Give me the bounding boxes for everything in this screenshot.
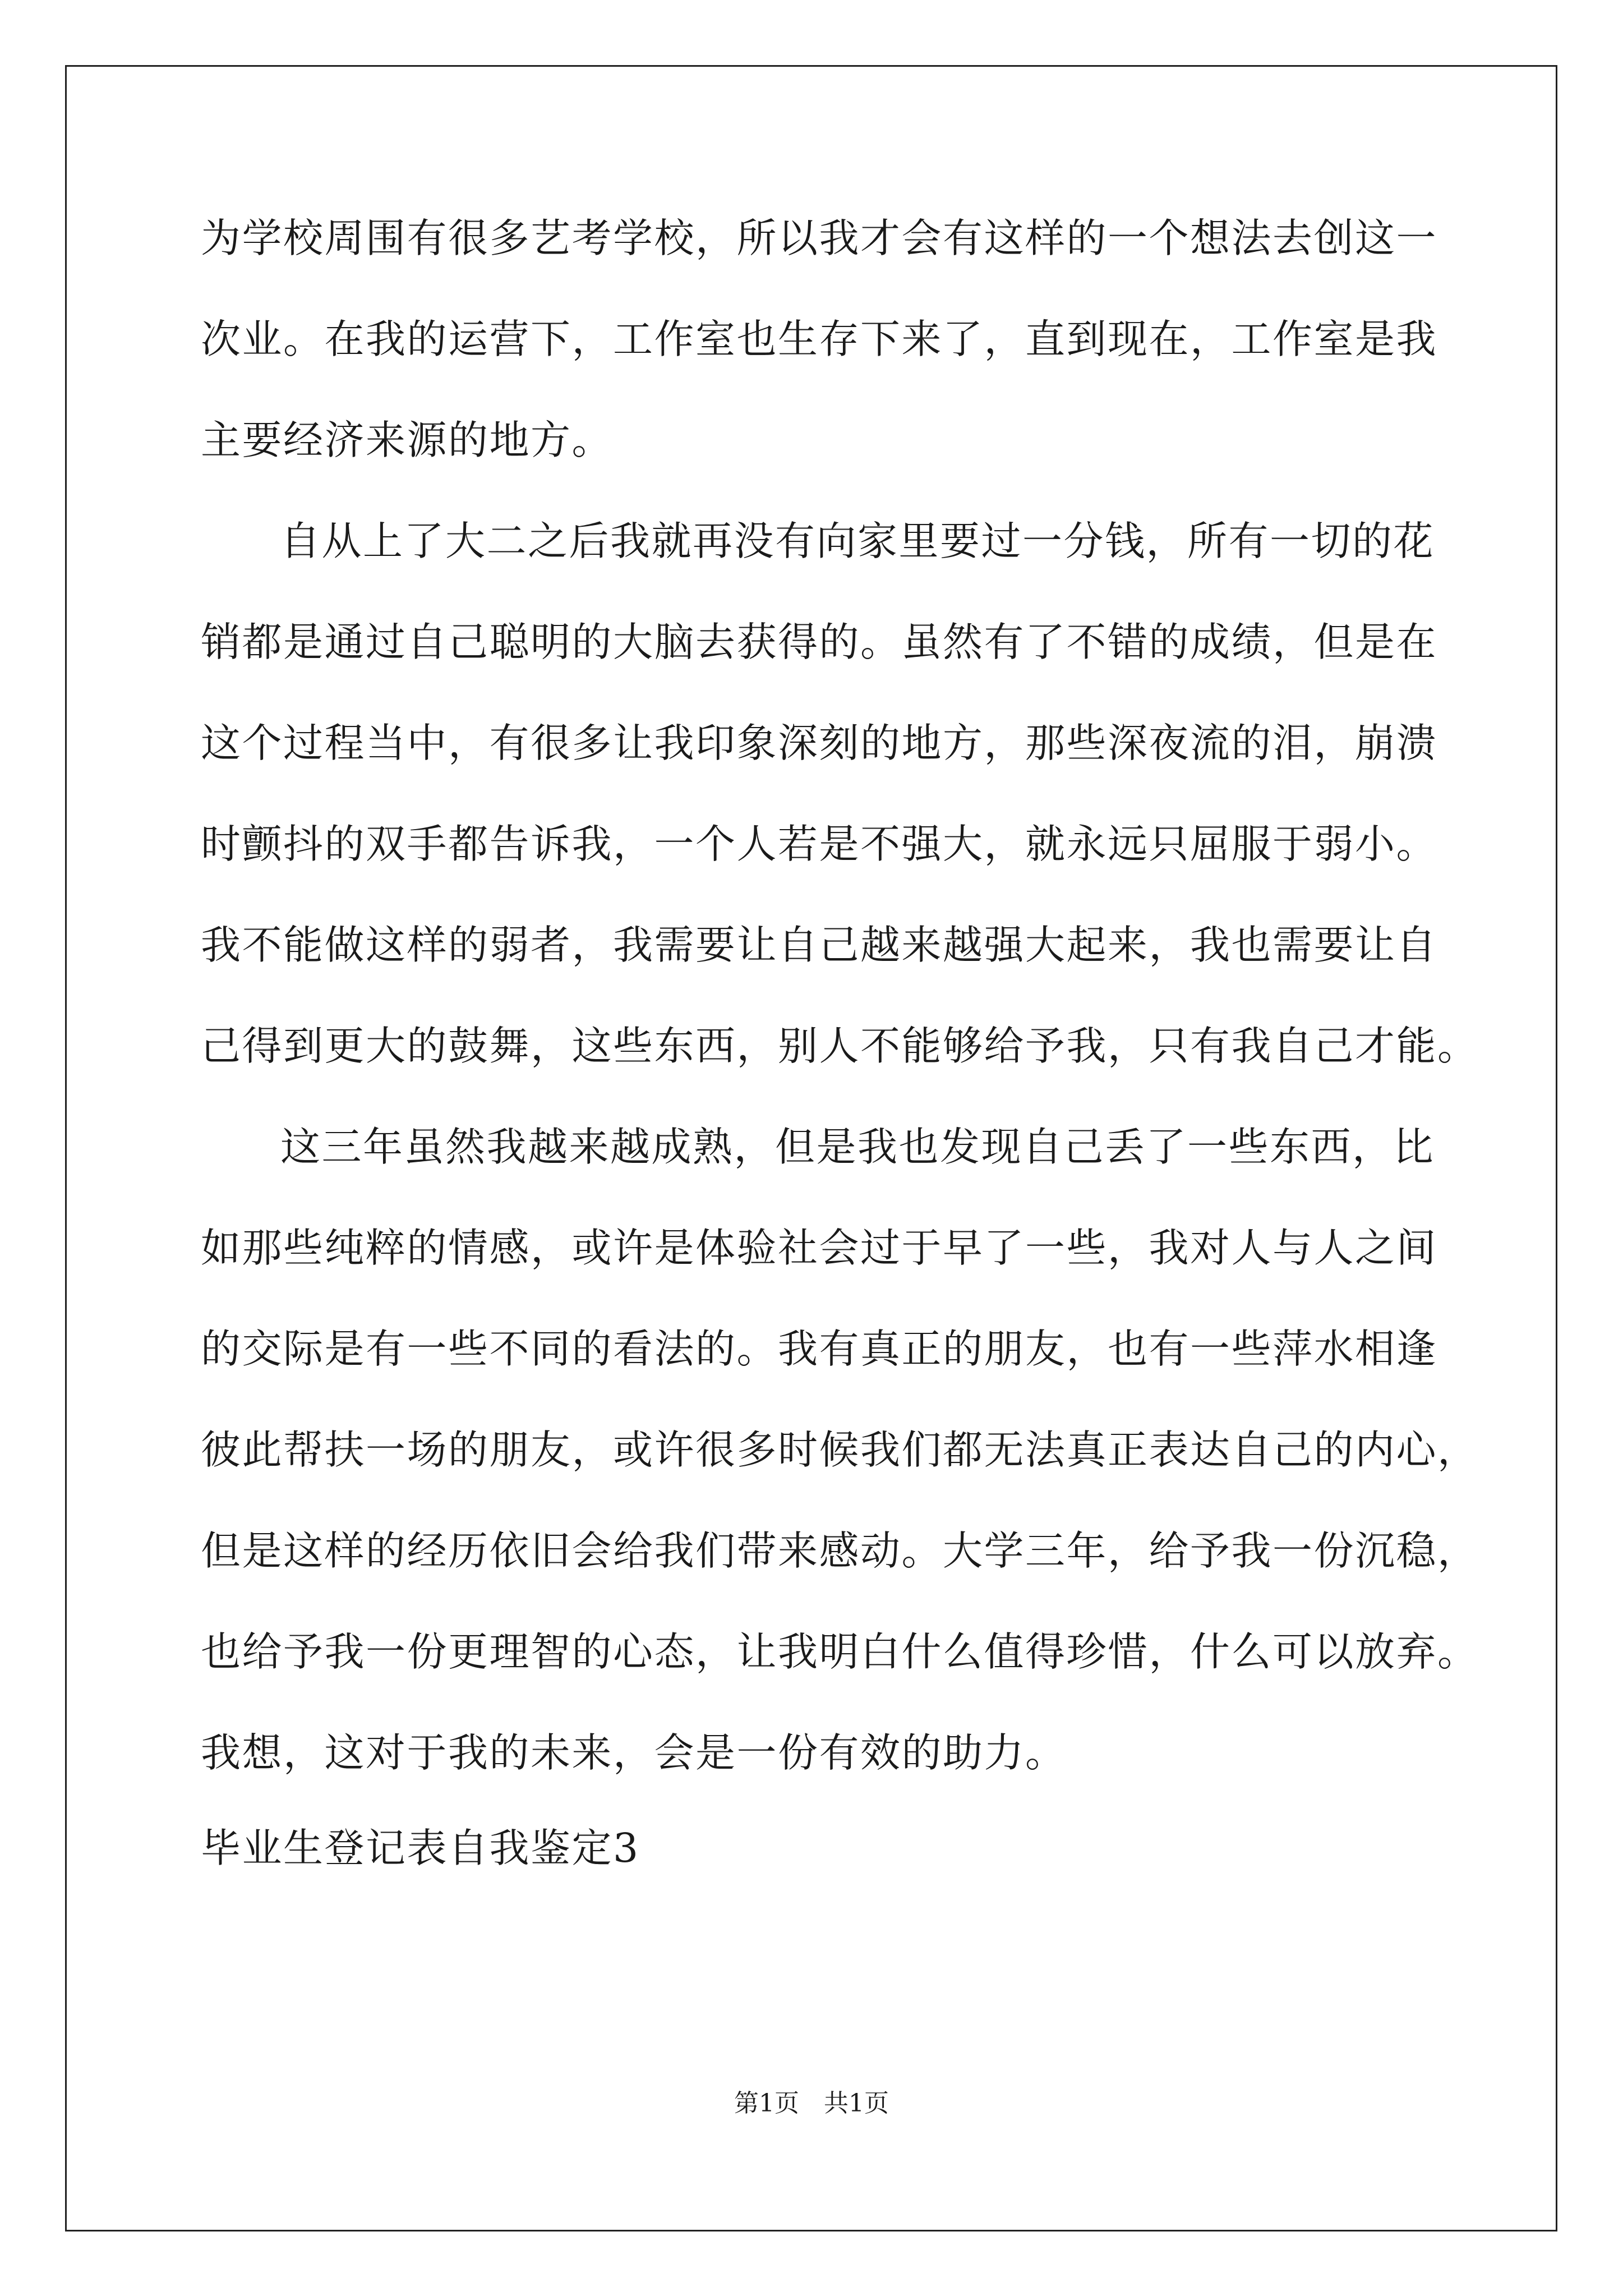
page-footer xyxy=(0,2087,1623,2120)
paragraph-3-line-7: 我想，这对于我的未来，会是一份有效的助力。 xyxy=(201,1729,1067,1776)
paragraph-1-line-2: 次业。在我的运营下，工作室也生存下来了，直到现在，工作室是我 xyxy=(201,316,1438,362)
paragraph-3-line-5: 但是这样的经历依旧会给我们带来感动。大学三年，给予我一份沉稳， xyxy=(201,1527,1479,1574)
paragraph-3-line-6: 也给予我一份更理智的心态，让我明白什么值得珍惜，什么可以放弃。 xyxy=(201,1628,1479,1675)
paragraph-2-line-2: 销都是通过自己聪明的大脑去获得的。虽然有了不错的成绩，但是在 xyxy=(201,619,1438,665)
section-heading: 毕业生登记表自我鉴定3 xyxy=(201,1825,640,1871)
page-total-label: 共1页 xyxy=(824,2089,889,2118)
paragraph-2-line-5: 我不能做这样的弱者，我需要让自己越来越强大起来，我也需要让自 xyxy=(201,922,1438,968)
page-number-label: 第1页 xyxy=(734,2089,799,2118)
paragraph-2-line-6: 己得到更大的鼓舞，这些东西，别人不能够给予我，只有我自己才能。 xyxy=(201,1023,1479,1069)
paragraph-3-line-3: 的交际是有一些不同的看法的。我有真正的朋友，也有一些萍水相逢 xyxy=(201,1326,1438,1372)
paragraph-2-line-1: 自从上了大二之后我就再没有向家里要过一分钱，所有一切的花 xyxy=(280,518,1435,564)
paragraph-2-line-3: 这个过程当中，有很多让我印象深刻的地方，那些深夜流的泪，崩溃 xyxy=(201,720,1438,766)
paragraph-3-line-2: 如那些纯粹的情感，或许是体验社会过于早了一些，我对人与人之间 xyxy=(201,1225,1438,1271)
paragraph-1-line-1: 为学校周围有很多艺考学校，所以我才会有这样的一个想法去创这一 xyxy=(201,215,1438,261)
paragraph-2-line-4: 时颤抖的双手都告诉我，一个人若是不强大，就永远只屈服于弱小。 xyxy=(201,821,1438,867)
paragraph-3-line-1: 这三年虽然我越来越成熟，但是我也发现自己丢了一些东西，比 xyxy=(280,1124,1435,1170)
paragraph-3-line-4: 彼此帮扶一场的朋友，或许很多时候我们都无法真正表达自己的内心， xyxy=(201,1427,1479,1473)
paragraph-1-line-3: 主要经济来源的地方。 xyxy=(201,417,614,463)
